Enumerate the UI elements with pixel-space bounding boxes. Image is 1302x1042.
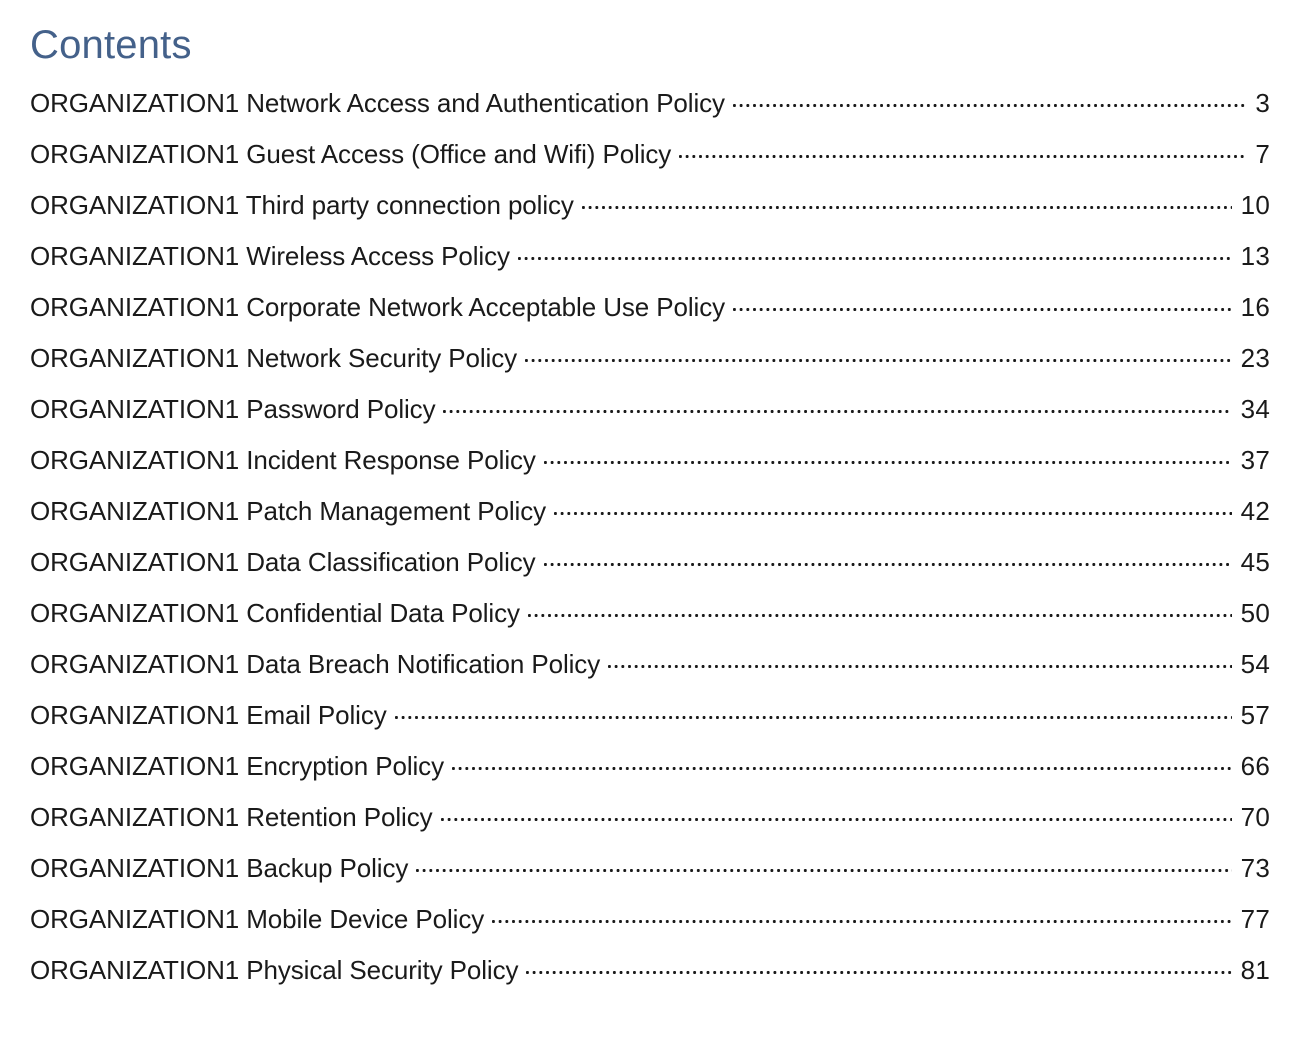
toc-entry-title: ORGANIZATION1 Network Access and Authentication Policy: [30, 88, 725, 118]
toc-dot-leader: [608, 647, 1232, 673]
toc-entry[interactable]: [30, 792, 1270, 843]
toc-dot-leader: [554, 494, 1232, 520]
toc-dot-leader: [443, 392, 1231, 418]
toc-entry-title: ORGANIZATION1 Encryption Policy: [30, 751, 444, 781]
toc-entry-page-number: 70: [1240, 802, 1270, 832]
toc-entry-page-number: 13: [1240, 241, 1270, 271]
table-of-contents-list: [30, 78, 1270, 996]
toc-entry[interactable]: [30, 78, 1270, 129]
toc-entry-page-number: 23: [1240, 343, 1270, 373]
toc-dot-leader: [452, 749, 1232, 775]
toc-entry-title: ORGANIZATION1 Password Policy: [30, 394, 436, 424]
toc-entry-page-number: 37: [1240, 445, 1270, 475]
toc-entry-title: ORGANIZATION1 Incident Response Policy: [30, 445, 536, 475]
toc-entry-title: ORGANIZATION1 Corporate Network Acceptable Use Policy: [30, 292, 726, 322]
toc-entry[interactable]: [30, 231, 1270, 282]
toc-entry-title: ORGANIZATION1 Third party connection policy: [30, 190, 574, 220]
toc-entry-page-number: 66: [1240, 751, 1270, 781]
toc-entry-page-number: 16: [1240, 292, 1270, 322]
page-title: Contents: [30, 23, 192, 67]
toc-dot-leader: [544, 443, 1232, 469]
toc-entry[interactable]: [30, 282, 1270, 333]
toc-dot-leader: [395, 698, 1232, 724]
toc-dot-leader: [492, 902, 1232, 928]
toc-entry-page-number: 57: [1240, 700, 1270, 730]
toc-entry-title: ORGANIZATION1 Network Security Policy: [30, 343, 518, 373]
toc-entry-page-number: 34: [1240, 394, 1270, 424]
toc-entry[interactable]: [30, 945, 1270, 996]
toc-entry[interactable]: [30, 486, 1270, 537]
toc-entry-page-number: 3: [1255, 88, 1270, 118]
toc-entry-page-number: 54: [1240, 649, 1270, 679]
toc-entry[interactable]: [30, 537, 1270, 588]
toc-entry[interactable]: [30, 639, 1270, 690]
toc-entry-page-number: 7: [1255, 139, 1270, 169]
toc-dot-leader: [416, 851, 1231, 877]
toc-entry-page-number: 73: [1240, 853, 1270, 883]
toc-entry-page-number: 42: [1240, 496, 1270, 526]
toc-entry-title: ORGANIZATION1 Guest Access (Office and Wifi) Policy: [30, 139, 672, 169]
toc-dot-leader: [526, 953, 1231, 979]
toc-entry-title: ORGANIZATION1 Data Classification Policy: [30, 547, 536, 577]
toc-entry-page-number: 50: [1240, 598, 1270, 628]
toc-entry[interactable]: [30, 333, 1270, 384]
toc-entry-page-number: 45: [1240, 547, 1270, 577]
toc-entry-title: ORGANIZATION1 Mobile Device Policy: [30, 904, 485, 934]
toc-dot-leader: [441, 800, 1232, 826]
toc-entry[interactable]: [30, 894, 1270, 945]
toc-entry[interactable]: [30, 741, 1270, 792]
toc-dot-leader: [733, 86, 1246, 112]
toc-entry[interactable]: [30, 843, 1270, 894]
toc-entry[interactable]: [30, 180, 1270, 231]
toc-entry-title: ORGANIZATION1 Wireless Access Policy: [30, 241, 510, 271]
toc-entry-title: ORGANIZATION1 Physical Security Policy: [30, 955, 519, 985]
toc-entry[interactable]: [30, 129, 1270, 180]
toc-entry-title: ORGANIZATION1 Confidential Data Policy: [30, 598, 520, 628]
toc-dot-leader: [518, 239, 1232, 265]
toc-entry-page-number: 77: [1240, 904, 1270, 934]
toc-dot-leader: [528, 596, 1232, 622]
toc-entry-title: ORGANIZATION1 Patch Management Policy: [30, 496, 546, 526]
toc-entry-page-number: 10: [1240, 190, 1270, 220]
toc-entry[interactable]: [30, 690, 1270, 741]
toc-entry-title: ORGANIZATION1 Backup Policy: [30, 853, 409, 883]
toc-dot-leader: [544, 545, 1232, 571]
toc-dot-leader: [582, 188, 1232, 214]
toc-dot-leader: [525, 341, 1232, 367]
toc-entry[interactable]: [30, 384, 1270, 435]
toc-dot-leader: [679, 137, 1246, 163]
toc-entry[interactable]: [30, 435, 1270, 486]
toc-entry-title: ORGANIZATION1 Email Policy: [30, 700, 387, 730]
toc-entry-title: ORGANIZATION1 Retention Policy: [30, 802, 433, 832]
toc-entry-title: ORGANIZATION1 Data Breach Notification Policy: [30, 649, 601, 679]
toc-entry[interactable]: [30, 588, 1270, 639]
toc-dot-leader: [733, 290, 1232, 316]
toc-entry-page-number: 81: [1240, 955, 1270, 985]
